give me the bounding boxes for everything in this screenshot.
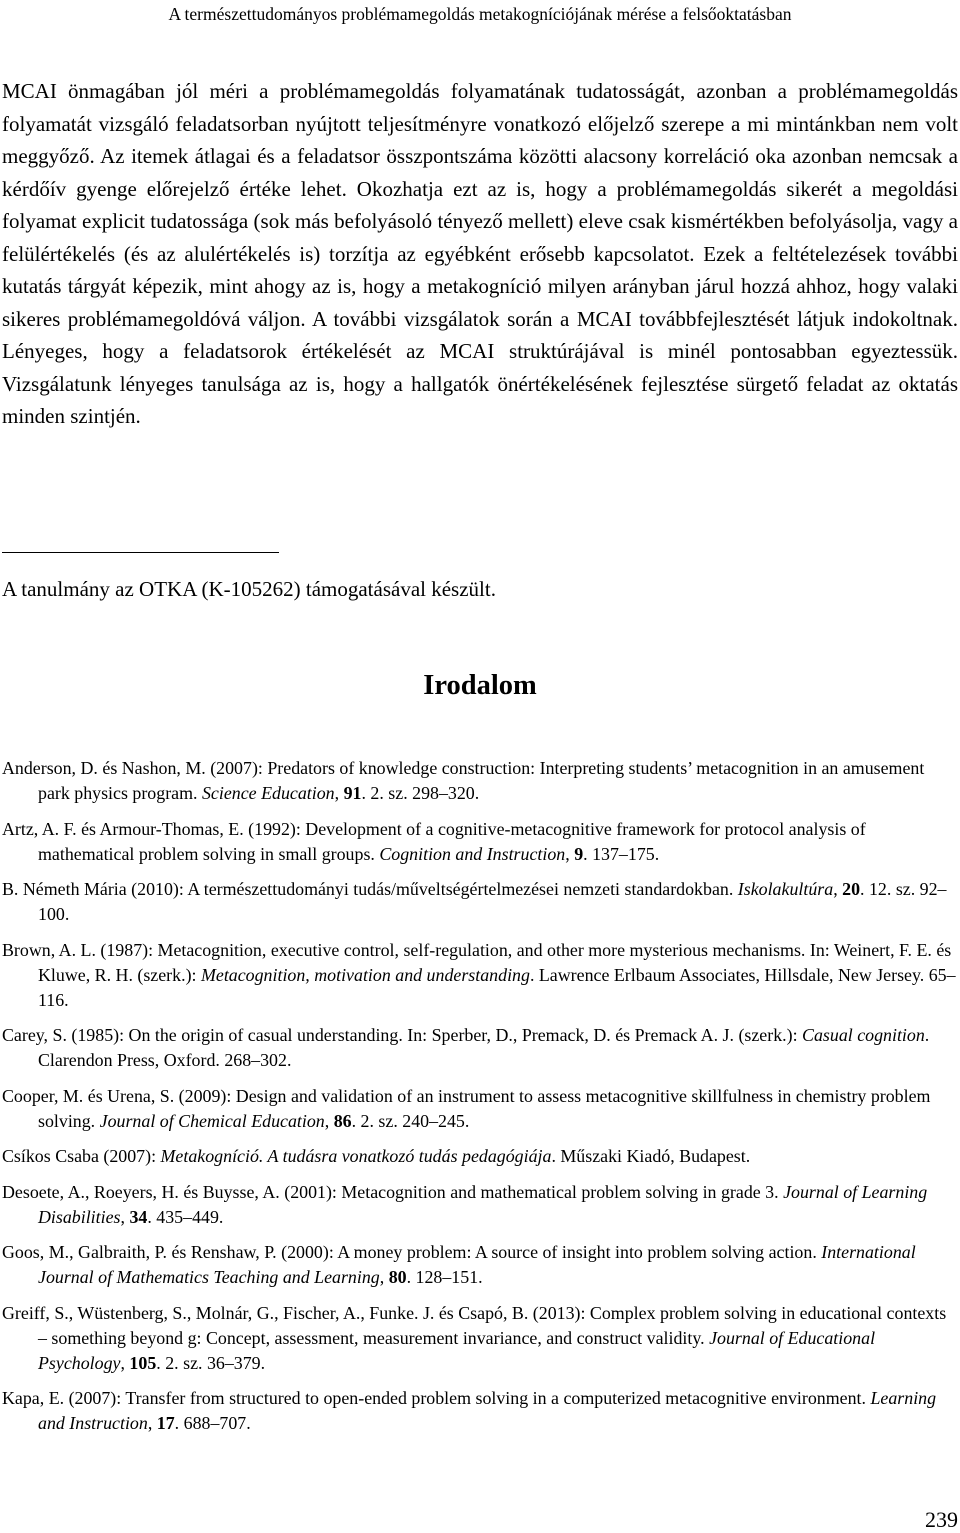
reference-item <box>2 1301 958 1376</box>
reference-journal: Casual cognition <box>802 1025 925 1045</box>
reference-text: Anderson, D. és Nashon, M. (2007): Predators of knowledge construction: Interpreting students’ metacognition in an amusement park physics program. <box>2 758 925 803</box>
reference-pages: . 137–175. <box>583 843 660 864</box>
footnote-text: A tanulmány az OTKA (K-105262) támogatásával készült. <box>2 577 496 601</box>
reference-separator: , <box>565 843 575 864</box>
reference-separator: , <box>833 879 843 899</box>
reference-pages: . 2. sz. 36–379. <box>156 1352 266 1373</box>
reference-text: Brown, A. L. (1987): Metacognition, executive control, self-regulation, and other more mysterious mechanisms. In: Weinert, F. E. és Kluwe, R. H. (szerk.): <box>2 939 952 985</box>
reference-pages: . Műszaki Kiadó, Budapest. <box>551 1146 751 1166</box>
reference-separator: , <box>120 1206 130 1227</box>
reference-pages: . 435–449. <box>147 1206 224 1227</box>
reference-volume: 91 <box>343 783 362 803</box>
reference-list <box>2 756 958 1447</box>
reference-item <box>2 877 958 927</box>
reference-journal: Journal of Educational Psychology <box>38 1327 876 1373</box>
body-paragraph: MCAI önmagában jól méri a problémamegoldás folyamatának tudatosságát, azonban a problémamegoldás folyamatát vizsgáló feladatsorban nyújtott teljesítményre vonatkozó előjelző szerepe a mi mintánkban nem volt meggyőző. Az itemek átlagai és a feladatsor összpontszáma közötti alacsony korreláció oka azonban nemcsak a kérdőív gyenge előrejelző értéke lehet. Okozhatja ezt az is, hogy a problémamegoldás sikerét a megoldási folyamat explicit tudatossága (sok más befolyásoló tényező mellett) eleve csak kismértékben befolyásolja, vagy a felülértékelés (és az alulértékelés is) torzítja az egyébként erősebb kapcsolatot. Ezek a feltételezések további kutatás tárgyát képezik, mint ahogy az is, hogy a metakogníció milyen arányban járul hozzá ahhoz, hogy valaki sikeres problémamegoldóvá váljon. A további vizsgálatok során a MCAI továbbfejlesztését látjuk indokoltnak. Lényeges, hogy a feladatsorok értékelését az MCAI struktúrájával is minél pontosabban egyeztessük. Vizsgálatunk lényeges tanulsága az is, hogy a hallgatók önértékelésének fejlesztése sürgető feladat az oktatás minden szintjén. <box>2 79 958 428</box>
reference-pages: . Clarendon Press, Oxford. 268–302. <box>38 1025 930 1070</box>
reference-journal: Science Education <box>201 783 335 803</box>
reference-separator: , <box>120 1352 130 1373</box>
reference-text: Kapa, E. (2007): Transfer from structured to open-ended problem solving in a computerized metacognitive environment. <box>2 1388 871 1408</box>
reference-volume: 86 <box>333 1110 352 1131</box>
reference-volume: 105 <box>129 1352 157 1373</box>
page-number: 239 <box>925 1507 958 1532</box>
reference-separator: , <box>379 1267 389 1287</box>
reference-item <box>2 1180 958 1230</box>
running-head: A természettudományos problémamegoldás metakogníciójának mérése a felsőoktatásban <box>168 4 792 24</box>
reference-item <box>2 938 958 1013</box>
reference-journal: Metacognition, motivation and understanding <box>200 964 530 985</box>
reference-volume: 34 <box>129 1206 148 1227</box>
reference-item <box>2 1386 958 1436</box>
reference-item <box>2 1084 958 1134</box>
reference-separator: , <box>334 783 344 803</box>
reference-pages: . Lawrence Erlbaum Associates, Hillsdale, New Jersey. 65–116. <box>38 964 956 1010</box>
reference-journal: Journal of Learning Disabilities <box>38 1181 928 1227</box>
reference-volume: 80 <box>388 1267 407 1287</box>
reference-pages: . 128–151. <box>406 1267 483 1287</box>
reference-separator: , <box>324 1110 334 1131</box>
reference-pages: . 2. sz. 240–245. <box>351 1110 470 1131</box>
reference-journal: International Journal of Mathematics Teaching and Learning <box>38 1242 916 1287</box>
reference-separator: , <box>147 1413 157 1433</box>
reference-item <box>2 817 958 867</box>
reference-journal: Cognition and Instruction <box>379 843 566 864</box>
reference-item <box>2 1023 958 1073</box>
reference-journal: Learning and Instruction <box>38 1388 937 1433</box>
reference-item <box>2 756 958 806</box>
footnote-divider <box>2 552 279 553</box>
reference-text: Artz, A. F. és Armour-Thomas, E. (1992): Development of a cognitive-metacognitive framework for protocol analysis of mathematical problem solving in small groups. <box>2 818 866 864</box>
reference-journal: Iskolakultúra <box>737 879 834 899</box>
reference-text: Cooper, M. és Urena, S. (2009): Design and validation of an instrument to assess metacognitive skillfulness in chemistry problem solving. <box>2 1085 931 1131</box>
reference-journal: Metakogníció. A tudásra vonatkozó tudás pedagógiája <box>160 1146 552 1166</box>
reference-text: Carey, S. (1985): On the origin of casual understanding. In: Sperber, D., Premack, D. és Premack A. J. (szerk.): <box>2 1025 803 1045</box>
reference-pages: . 688–707. <box>174 1413 251 1433</box>
reference-journal: Journal of Chemical Education <box>99 1110 325 1131</box>
reference-volume: 20 <box>842 879 861 899</box>
reference-volume: 9 <box>574 843 584 864</box>
section-title-references: Irodalom <box>423 670 537 701</box>
reference-text: Goos, M., Galbraith, P. és Renshaw, P. (2000): A money problem: A source of insight into problem solving action. <box>2 1242 822 1262</box>
reference-item <box>2 1240 958 1290</box>
reference-volume: 17 <box>156 1413 175 1433</box>
reference-pages: . 2. sz. 298–320. <box>361 783 480 803</box>
reference-text: B. Németh Mária (2010): A természettudományi tudás/műveltségértelmezései nemzeti standardokban. <box>2 879 738 899</box>
reference-item <box>2 1144 958 1169</box>
reference-text: Greiff, S., Wüstenberg, S., Molnár, G., Fischer, A., Funke. J. és Csapó, B. (2013): Complex problem solving in educational contexts – something beyond g: Concept, assessment, measurement invariance, and construct validity. <box>2 1302 947 1348</box>
reference-pages: . 12. sz. 92–100. <box>38 879 947 924</box>
reference-text: Desoete, A., Roeyers, H. és Buysse, A. (2001): Metacognition and mathematical problem solving in grade 3. <box>2 1181 784 1202</box>
reference-text: Csíkos Csaba (2007): <box>2 1146 161 1166</box>
